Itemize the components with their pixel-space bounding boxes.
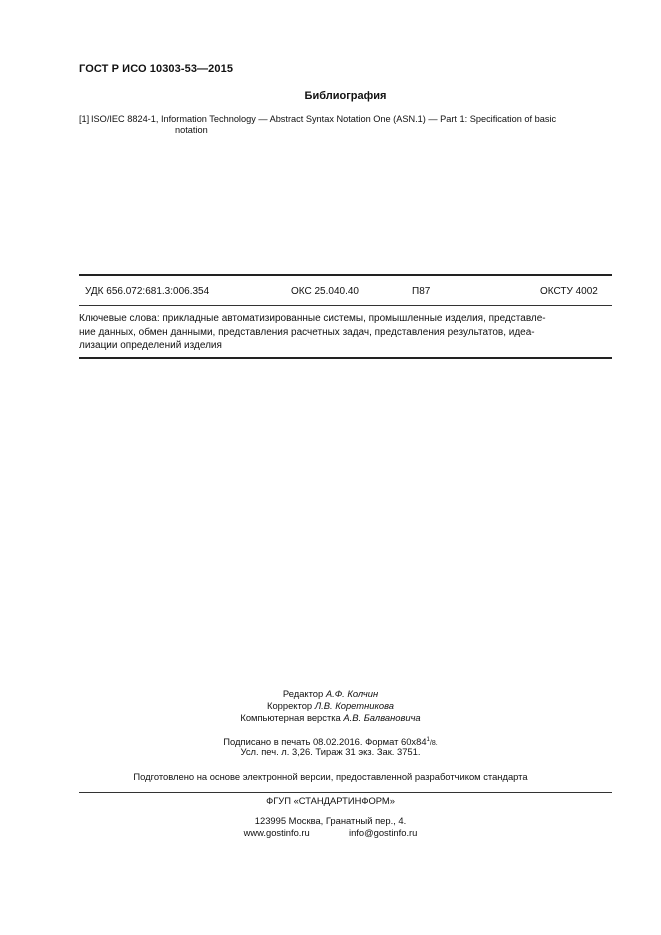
prepared-note: Подготовлено на основе электронной версии, предоставленной разработчиком стандарта [133, 771, 528, 782]
publisher-address: 123995 Москва, Гранатный пер., 4. [254, 815, 407, 826]
corrector-label: Корректор [266, 700, 313, 711]
layout-line [0, 712, 661, 724]
keywords-line: Ключевые слова: прикладные автоматизированные системы, промышленные изделия, представле- [79, 313, 546, 324]
imprint-divider [79, 792, 612, 793]
p-code: П87 [412, 286, 431, 297]
keywords-line: лизации определений изделия [79, 340, 222, 351]
standard-code: ГОСТ Р ИСО 10303-53—2015 [79, 63, 234, 75]
bottom-divider [79, 357, 612, 359]
format-fraction-denominator: /8. [429, 740, 438, 747]
keywords-paragraph [79, 312, 611, 353]
corrector-line [0, 700, 661, 712]
bibliography-entry-text-continued: notation [175, 125, 208, 135]
top-divider [79, 274, 612, 276]
publisher-contacts [0, 827, 661, 839]
classification-row [79, 286, 612, 299]
signed-text: Подписано в печать 08.02.2016. Формат 60x84 [223, 736, 427, 747]
editor-label: Редактор [282, 688, 324, 699]
okstu-code: ОКСТУ 4002 [540, 286, 598, 297]
bibliography-entry-text: ISO/IEC 8824-1, Information Technology — Abstract Syntax Notation One (ASN.1) — Part 1: Specification of basic [91, 114, 557, 124]
editor-name: А.Ф. Колчин [325, 688, 379, 699]
corrector-name: Л.В. Коретникова [314, 700, 395, 711]
classification-divider [79, 305, 612, 306]
bibliography-title: Библиография [304, 90, 387, 102]
bibliography-entry-number: [1] [79, 114, 90, 124]
website-link[interactable]: www.gostinfo.ru [243, 827, 310, 838]
email-link[interactable]: info@gostinfo.ru [348, 827, 418, 838]
udk-code: УДК 656.072:681.3:006.354 [85, 286, 210, 297]
publisher-name: ФГУП «СТАНДАРТИНФОРМ» [266, 795, 395, 806]
layout-label: Компьютерная верстка [240, 712, 341, 723]
layout-name: А.В. Балвановича [343, 712, 421, 723]
oks-code: ОКС 25.040.40 [291, 286, 359, 297]
keywords-line: ние данных, обмен данными, представления расчетных задач, представления результатов, идеа- [79, 326, 535, 338]
editor-line [0, 688, 661, 700]
format-fraction-numerator: 1 [426, 737, 430, 743]
print-info: Усл. печ. л. 3,26. Тираж 31 экз. Зак. 3751. [240, 746, 421, 757]
